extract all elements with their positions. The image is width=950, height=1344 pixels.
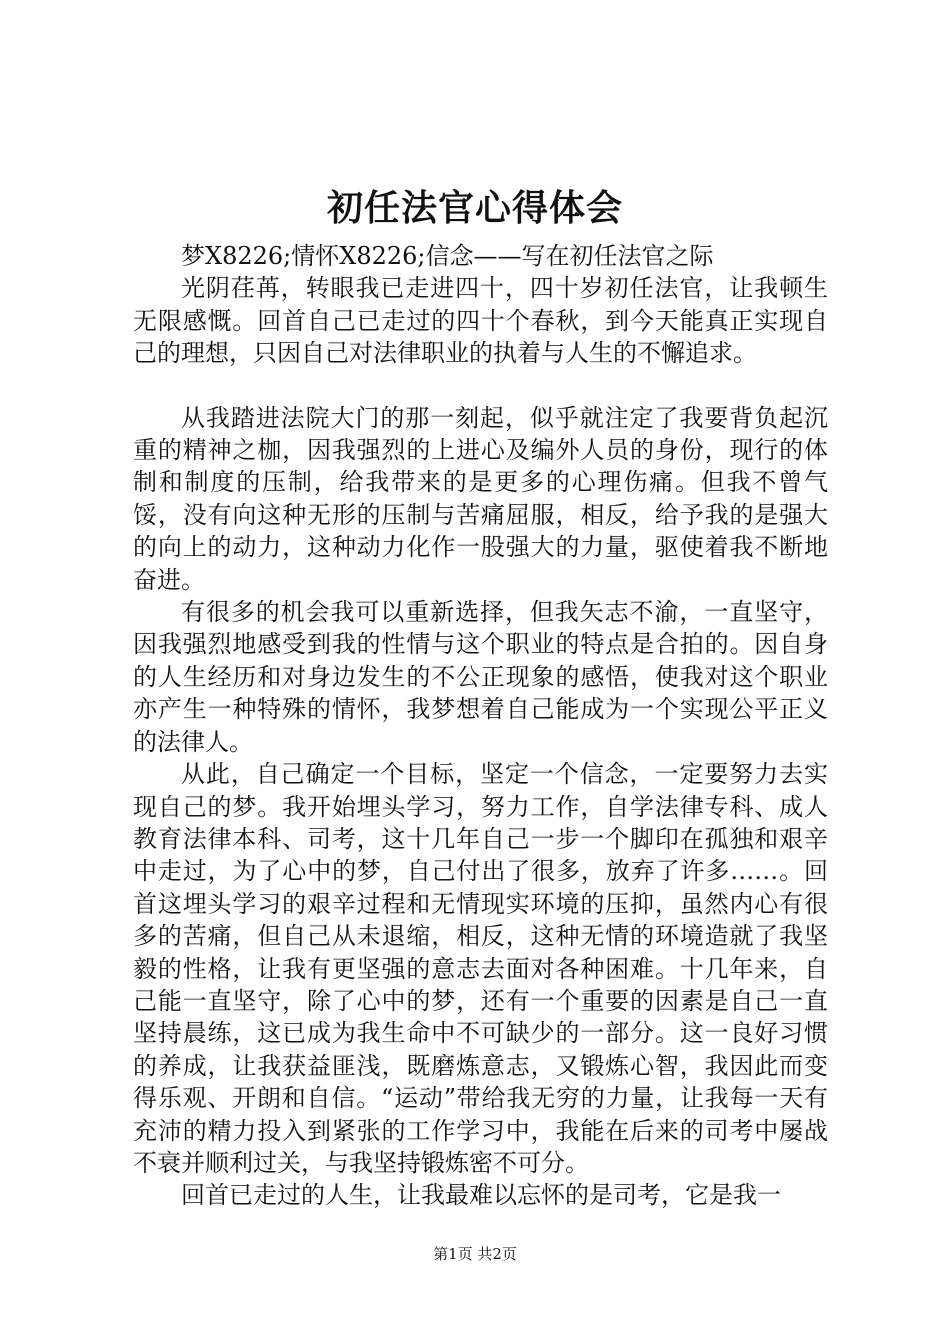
- page-title: 初任法官心得体会: [326, 187, 623, 229]
- body-paragraph: 回首已走过的人生，让我最难以忘怀的是司考，它是我一: [181, 1181, 781, 1210]
- body-paragraph: 有很多的机会我可以重新选择，但我矢志不渝，一直坚守，因我强烈地感受到我的性情与这个职业的特点是合拍的。因自身的人生经历和对身边发生的不公正现象的感悟，使我对这个职业亦产生一种特殊的情怀，我梦想着自己能成为一个实现公平正义的法律人。: [133, 598, 828, 756]
- body-paragraph: 从我踏进法院大门的那一刻起，似乎就注定了我要背负起沉重的精神之枷，因我强烈的上进心及编外人员的身份，现行的体制和制度的压制，给我带来的是更多的心理伤痛。但我不曾气馁，没有向这种无形的压制与苦痛屈服，相反，给予我的是强大的向上的动力，这种动力化作一股强大的力量，驱使着我不断地奋进。: [133, 403, 828, 594]
- body-paragraph: 光阴荏苒，转眼我已走进四十，四十岁初任法官，让我顿生无限感慨。回首自己已走过的四十个春秋，到今天能真正实现自己的理想，只因自己对法律职业的执着与人生的不懈追求。: [133, 274, 828, 368]
- page-footer: 第1页 共2页: [433, 1245, 517, 1263]
- body-paragraph: 从此，自己确定一个目标，坚定一个信念，一定要努力去实现自己的梦。我开始埋头学习，努力工作，自学法律专科、成人教育法律本科、司考，这十几年自己一步一个脚印在孤独和艰辛中走过，为了心中的梦，自己付出了很多，放弃了许多……。回首这埋头学习的艰辛过程和无情现实环境的压抑，虽然内心有很多的苦痛，但自己从未退缩，相反，这种无情的环境造就了我坚毅的性格，让我有更坚强的意志去面对各种困难。十几年来，自己能一直坚守，除了心中的梦，还有一个重要的因素是自己一直坚持晨练，这已成为我生命中不可缺少的一部分。这一良好习惯的养成，让我获益匪浅，既磨炼意志，又锻炼心智，我因此而变得乐观、开朗和自信。“运动”带给我无穷的力量，让我每一天有充沛的精力投入到紧张的工作学习中，我能在后来的司考中屡战不衰并顺利过关，与我坚持锻炼密不可分。: [133, 760, 828, 1177]
- subtitle-paragraph: 梦X8226;情怀X8226;信念——写在初任法官之际: [181, 242, 714, 270]
- document-body: [133, 240, 828, 1212]
